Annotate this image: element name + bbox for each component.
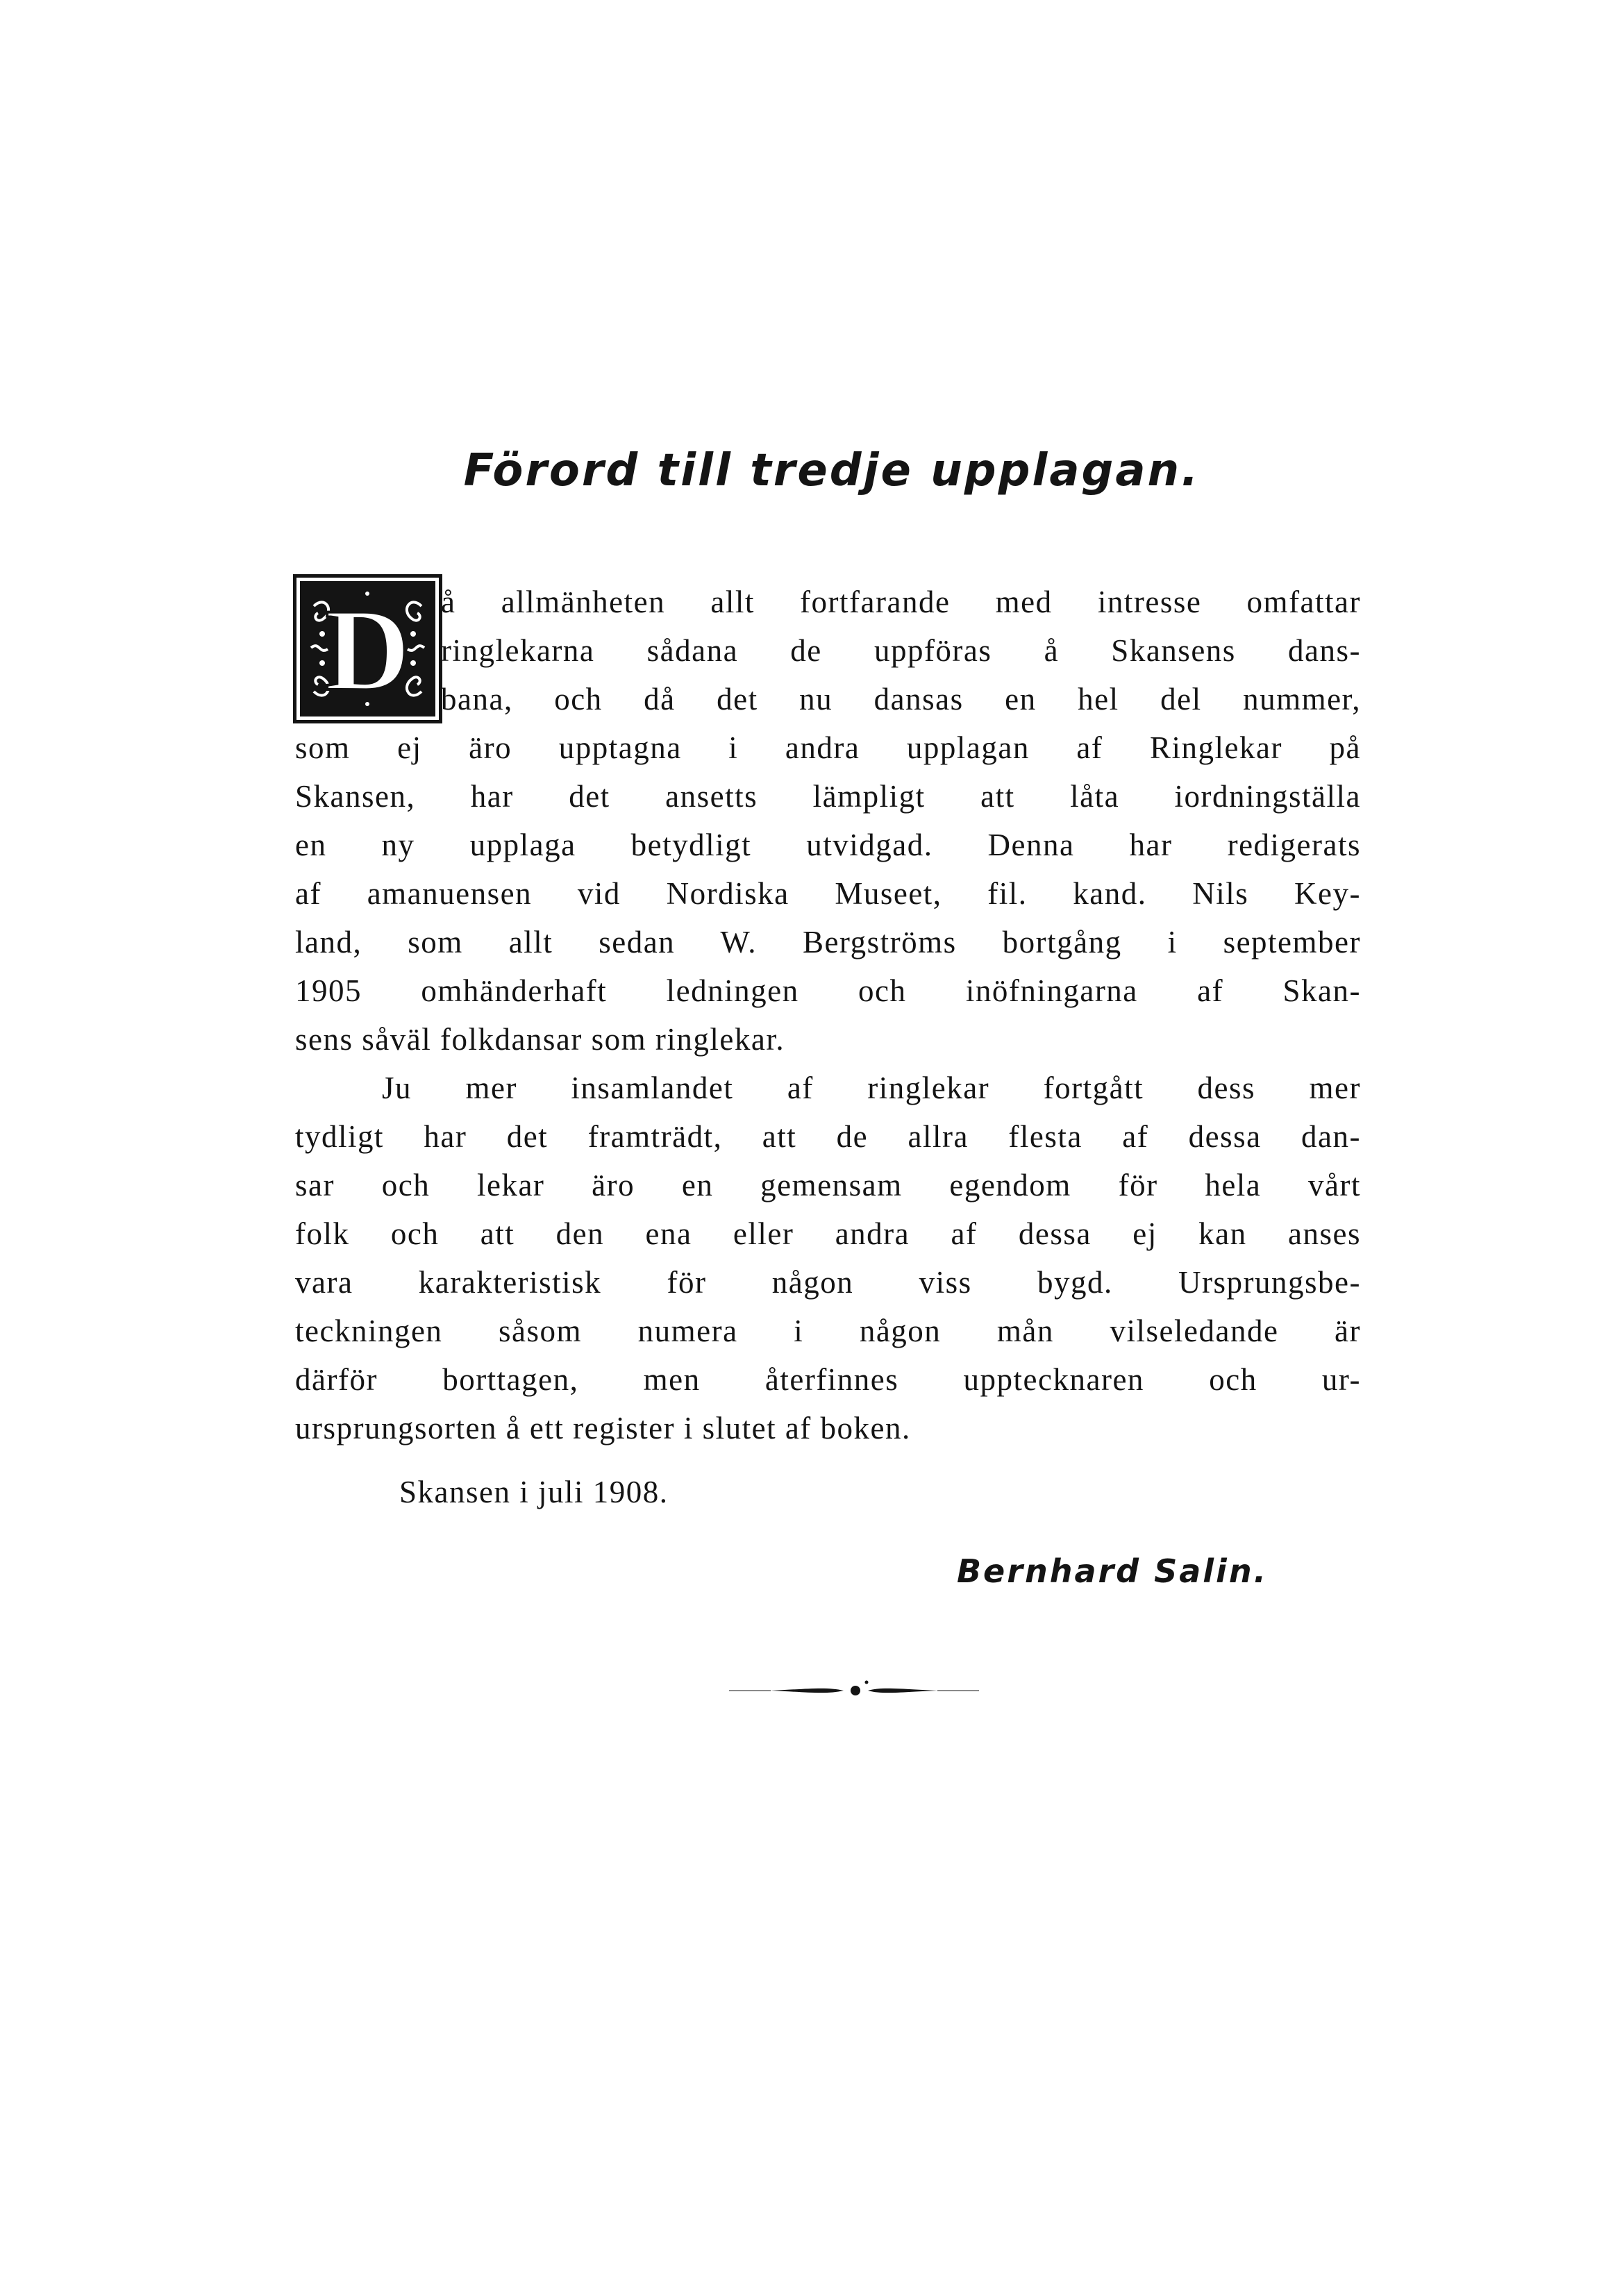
page-title: Förord till tredje upplagan. <box>463 445 1201 496</box>
text-line: 1905 omhänderhaft ledningen och inöfningarna af Skan- <box>295 973 1361 1008</box>
text-line: som ej äro upptagna i andra upplagan af Ringlekar på <box>295 730 1361 765</box>
text-line: af amanuensen vid Nordiska Museet, fil. kand. Nils Key- <box>295 876 1361 911</box>
text-line: å allmänheten allt fortfarande med intresse omfattar <box>441 585 1361 619</box>
text-line: sar och lekar äro en gemensam egendom för hela vårt <box>295 1168 1361 1203</box>
text-line: ringlekarna sådana de uppföras å Skansens dans- <box>441 633 1361 668</box>
text-line: tydligt har det framträdt, att de allra flesta af dessa dan- <box>295 1119 1361 1154</box>
text-line: Skansen, har det ansetts lämpligt att låta iordningställa <box>295 779 1361 814</box>
text-line: ursprungsorten å ett register i slutet af boken. <box>295 1411 911 1446</box>
text-line: land, som allt sedan W. Bergströms bortgång i september <box>295 925 1361 960</box>
text-line: folk och att den ena eller andra af dessa ej kan anses <box>295 1216 1361 1251</box>
text-line: en ny upplaga betydligt utvidgad. Denna har redigerats <box>295 828 1361 862</box>
text-line: teckningen såsom numera i någon mån vilseledande är <box>295 1314 1361 1348</box>
ornament-divider-icon <box>729 1677 979 1704</box>
text-line: därför borttagen, men återfinnes upptecknaren och ur- <box>295 1362 1361 1397</box>
paragraph-2 <box>295 1064 1361 1452</box>
text-line: Ju mer insamlandet af ringlekar fortgått dess mer <box>382 1071 1361 1105</box>
drop-cap-letter: D <box>325 585 410 715</box>
paragraph-1 <box>295 578 1361 1064</box>
signature: Bernhard Salin. <box>957 1552 1269 1590</box>
text-line: sens såväl folkdansar som ringlekar. <box>295 1022 785 1057</box>
text-line: vara karakteristisk för någon viss bygd. Ursprungsbe- <box>295 1265 1361 1300</box>
body-text <box>295 578 1361 1452</box>
text-line: bana, och då det nu dansas en hel del nummer, <box>441 682 1361 717</box>
place-date: Skansen i juli 1908. <box>399 1475 669 1509</box>
